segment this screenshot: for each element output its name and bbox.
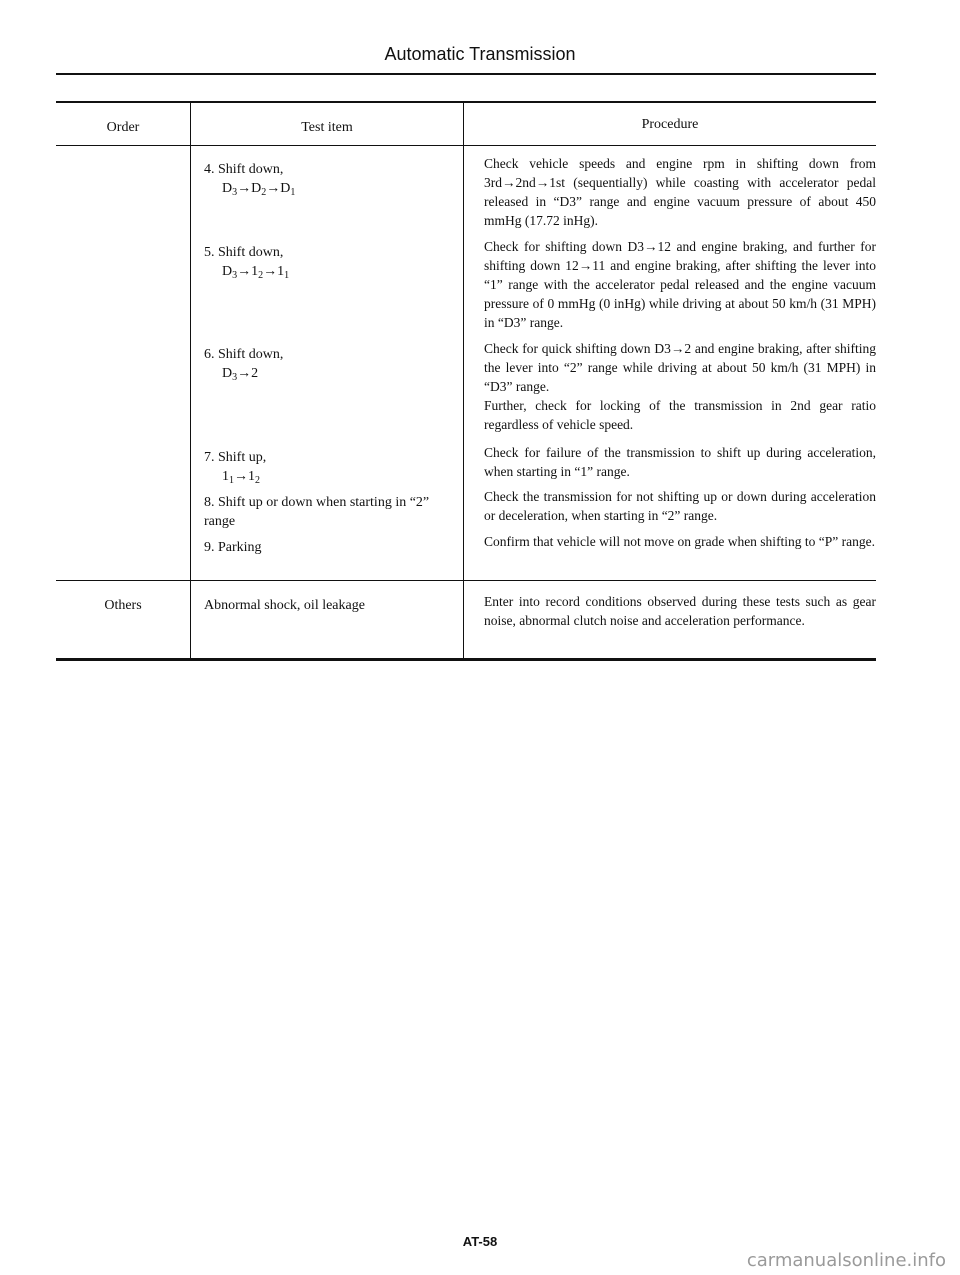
table-bottom-rule <box>56 658 876 661</box>
column-divider-2 <box>463 101 464 659</box>
test-item-6-sequence: $D_3\to 2$ <box>222 366 259 383</box>
others-test-item: Abnormal shock, oil leakage <box>204 598 365 613</box>
table-top-rule <box>56 101 876 103</box>
procedure-5: Check for shifting down D3→12 and engine braking, and further for shifting down 12→11 and engine braking, after shifting the lever into “1” range with the accelerator pedal released and the engine vacuum pressure of 0 mmHg (0 inHg) while driving at about 50 km/h (31 MPH) in “D3” range. <box>484 239 876 330</box>
page-title: Automatic Transmission <box>384 44 576 64</box>
test-item-6: 6. Shift down, $D_3\to 2$ <box>204 345 454 383</box>
procedure-6: Check for quick shifting down D3→2 and engine braking, after shifting the lever into “2” range while driving at about 50 km/h (31 MPH) in “D3” range. Further, check for locking of the transmission in 2nd gear ratio regardless of vehicle speed. <box>484 341 876 432</box>
test-item-8: 8. Shift up or down when starting in “2” range <box>204 495 430 529</box>
table-header-rule <box>56 145 876 146</box>
others-procedure: Enter into record conditions observed during these tests such as gear noise, abnormal clutch noise and acceleration performance. <box>484 594 876 628</box>
watermark: carmanualsonline.info <box>746 1250 946 1271</box>
others-divider-rule <box>56 580 876 581</box>
test-item-7-sequence: $1_1\to 1_2$ <box>222 469 260 486</box>
test-item-4-sequence: $D_3\to D_2\to D_1$ <box>222 181 296 198</box>
column-divider-1 <box>190 101 191 659</box>
procedure-7: Check for failure of the transmission to shift up during acceleration, when starting in “1” range. <box>484 445 876 479</box>
procedure-9: Confirm that vehicle will not move on grade when shifting to “P” range. <box>484 534 876 549</box>
test-item-4: 4. Shift down, $D_3\to D_2\to D_1$ <box>204 160 454 198</box>
header-order: Order <box>106 120 140 135</box>
page-code: AT-58 <box>462 1234 498 1249</box>
header-procedure: Procedure <box>641 117 699 132</box>
test-item-5-sequence: $D_3\to 1_2\to 1_1$ <box>222 264 290 281</box>
procedure-4: Check vehicle speeds and engine rpm in shifting down from 3rd→2nd→1st (sequentially) while coasting with accelerator pedal released in “D3” range and engine vacuum pressure of about 450 mmHg (17.72 inHg). <box>484 156 876 228</box>
header-test-item: Test item <box>301 120 353 135</box>
test-item-5: 5. Shift down, $D_3\to 1_2\to 1_1$ <box>204 243 454 281</box>
header-rule <box>56 73 876 75</box>
test-item-7: 7. Shift up, $1_1\to 1_2$ <box>204 448 454 486</box>
procedure-8: Check the transmission for not shifting up or down during acceleration or deceleration, when starting in “2” range. <box>484 489 876 523</box>
others-order: Others <box>104 598 142 613</box>
test-item-9: 9. Parking <box>204 540 262 555</box>
